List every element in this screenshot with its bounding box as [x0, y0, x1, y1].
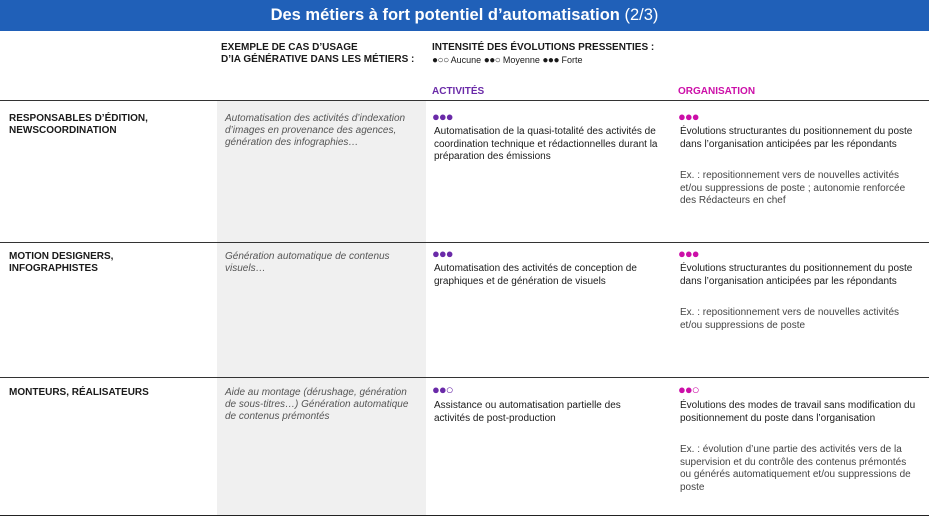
- role-label: [9, 251, 209, 275]
- role-label: [9, 113, 209, 137]
- activities-text: Assistance ou automatisation partielle des activités de post-production: [434, 400, 621, 424]
- legend-dots-none: ●○○: [432, 55, 449, 66]
- legend-label-medium: Moyenne: [502, 55, 540, 65]
- use-case-column-background: [217, 101, 426, 515]
- legend-label-strong: Forte: [561, 55, 583, 65]
- role-line1: RESPONSABLES D’ÉDITION,: [9, 113, 148, 124]
- activities-header: ACTIVITÉS: [432, 86, 485, 97]
- activities-text: Automatisation des activités de conception de graphiques et de génération de visuels: [434, 263, 637, 287]
- page-title: [0, 0, 929, 31]
- activities-intensity-dots: ●●●: [432, 109, 453, 124]
- role-line1: MOTION DESIGNERS,: [9, 251, 114, 262]
- organisation-intensity-dots: ●●○: [678, 382, 699, 397]
- role-line1: MONTEURS, RÉALISATEURS: [9, 387, 149, 398]
- role-line2: INFOGRAPHISTES: [9, 263, 98, 274]
- organisation-text: Évolutions des modes de travail sans modification du positionnement du poste dans l’organisation: [680, 400, 916, 424]
- legend-label-none: Aucune: [450, 55, 482, 65]
- legend-dots-medium: ●●○: [483, 55, 501, 66]
- organisation-text: Évolutions structurantes du positionnement du poste dans l’organisation anticipées par les répondants: [680, 263, 913, 287]
- organisation-intensity-dots: ●●●: [678, 246, 699, 261]
- use-case-text: Aide au montage (dérushage, génération de sous-titres…) Génération automatique de contenus prémontés: [225, 387, 409, 422]
- organisation-text: Évolutions structurantes du positionnement du poste dans l’organisation anticipées par les répondants: [680, 126, 913, 150]
- use-case-column-header: [221, 42, 414, 66]
- use-case-header-line1: EXEMPLE DE CAS D’USAGE: [221, 42, 358, 53]
- title-page-indicator: (2/3): [624, 6, 659, 24]
- use-case-text: Automatisation des activités d’indexation d’images en provenance des agences, génération des infographies…: [225, 113, 406, 148]
- use-case-text: Génération automatique de contenus visuels…: [225, 251, 390, 274]
- organisation-example: Ex. : évolution d’une partie des activités vers de la supervision et du contrôle des contenus prémontés ou générés automatiquement et/ou suppressions de poste: [680, 444, 911, 493]
- intensity-header: INTENSITÉ DES ÉVOLUTIONS PRESSENTIES :: [432, 42, 655, 53]
- activities-intensity-dots: ●●○: [432, 382, 453, 397]
- organisation-header: ORGANISATION: [678, 86, 756, 97]
- header-divider: [0, 100, 929, 101]
- role-label: [9, 387, 209, 399]
- row-divider: [0, 377, 929, 378]
- title-main: Des métiers à fort potentiel d’automatisation: [270, 6, 620, 24]
- legend-dots-strong: ●●●: [542, 55, 559, 66]
- use-case-header-line2: D’IA GÉNÉRATIVE DANS LES MÉTIERS :: [221, 54, 415, 65]
- activities-intensity-dots: ●●●: [432, 246, 453, 261]
- row-divider: [0, 242, 929, 243]
- organisation-example: Ex. : repositionnement vers de nouvelles activités et/ou suppressions de poste ; autonomie renforcée des Rédacteurs en chef: [680, 170, 906, 207]
- organisation-intensity-dots: ●●●: [678, 109, 699, 124]
- table-bottom-border: [0, 515, 929, 516]
- role-line2: NEWSCOORDINATION: [9, 125, 117, 136]
- intensity-legend: [432, 54, 583, 67]
- organisation-example: Ex. : repositionnement vers de nouvelles activités et/ou suppressions de poste: [680, 307, 899, 331]
- activities-text: Automatisation de la quasi-totalité des activités de coordination technique et rédactionnelles durant la préparation des émissions: [434, 126, 658, 163]
